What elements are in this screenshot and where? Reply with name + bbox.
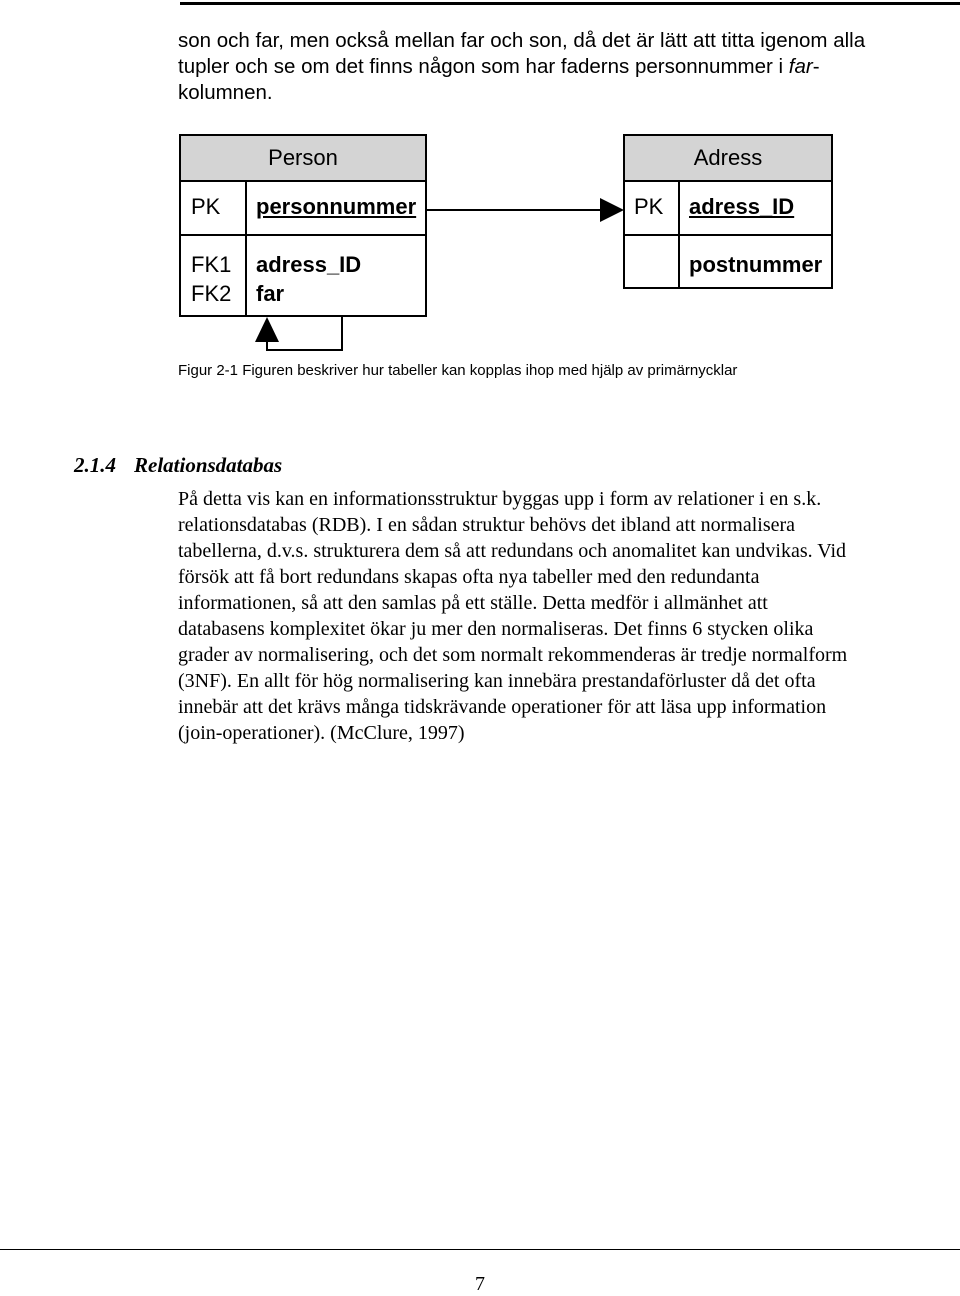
footer-rule bbox=[0, 1249, 960, 1250]
section-title: Relationsdatabas bbox=[134, 453, 283, 477]
person-pk-field: personnummer bbox=[256, 194, 417, 219]
er-diagram bbox=[0, 0, 960, 360]
person-fk2-label: FK2 bbox=[191, 281, 232, 306]
page-number: 7 bbox=[475, 1273, 485, 1295]
adress-entity-title: Adress bbox=[625, 136, 831, 182]
adress-pk-field: adress_ID bbox=[689, 194, 795, 219]
section-number: 2.1.4 bbox=[74, 453, 116, 477]
person-fk2-field: far bbox=[256, 281, 285, 306]
self-ref-line bbox=[267, 317, 342, 350]
intro-italic-term: far bbox=[788, 55, 813, 78]
self-ref-arrowhead bbox=[255, 317, 279, 342]
section-heading bbox=[74, 453, 282, 478]
adress-pk-label: PK bbox=[634, 194, 664, 219]
relationship-arrows bbox=[0, 0, 960, 360]
figure-caption: Figur 2-1 Figuren beskriver hur tabeller kan kopplas ihop med hjälp av primärnycklar bbox=[178, 362, 738, 379]
person-fk1-label: FK1 bbox=[191, 252, 232, 277]
person-pk-label: PK bbox=[191, 194, 221, 219]
body-text: På detta vis kan en informationsstruktur byggas upp i form av relationer i en s.k. relationsdatabas (RDB). I en sådan struktur behövs det ibland att normalisera tabellerna, d.v.s. strukturera dem så att redundans och anomalitet kan undvikas. Vid försök att få bort redundans skapas ofta nya tabeller med den redundanta informationen, så att den samlas på ett ställe. Detta medför i allmänhet att databasens komplexitet ökar ju mer den normaliseras. Det finns 6 stycken olika grader av normalisering, och det som normalt rekommenderas är tredje normalform (3NF). En allt för hög normalisering kan innebära prestandaförluster då det ofta innebär att det krävs många tidskrävande operationer för att läsa upp information (join-operationer). (McClure, 1997) bbox=[178, 488, 848, 744]
person-entity-title: Person bbox=[181, 136, 425, 182]
fk-address-arrowhead bbox=[600, 198, 624, 222]
intro-text: son och far, men också mellan far och son, då det är lätt att titta igenom alla tupler och se om det finns någon som har faderns personnummer i bbox=[178, 29, 866, 78]
body-paragraph bbox=[178, 486, 858, 746]
person-fk1-field: adress_ID bbox=[256, 252, 362, 277]
adress-field: postnummer bbox=[689, 252, 823, 277]
intro-text-end: -kolumnen. bbox=[178, 55, 820, 104]
